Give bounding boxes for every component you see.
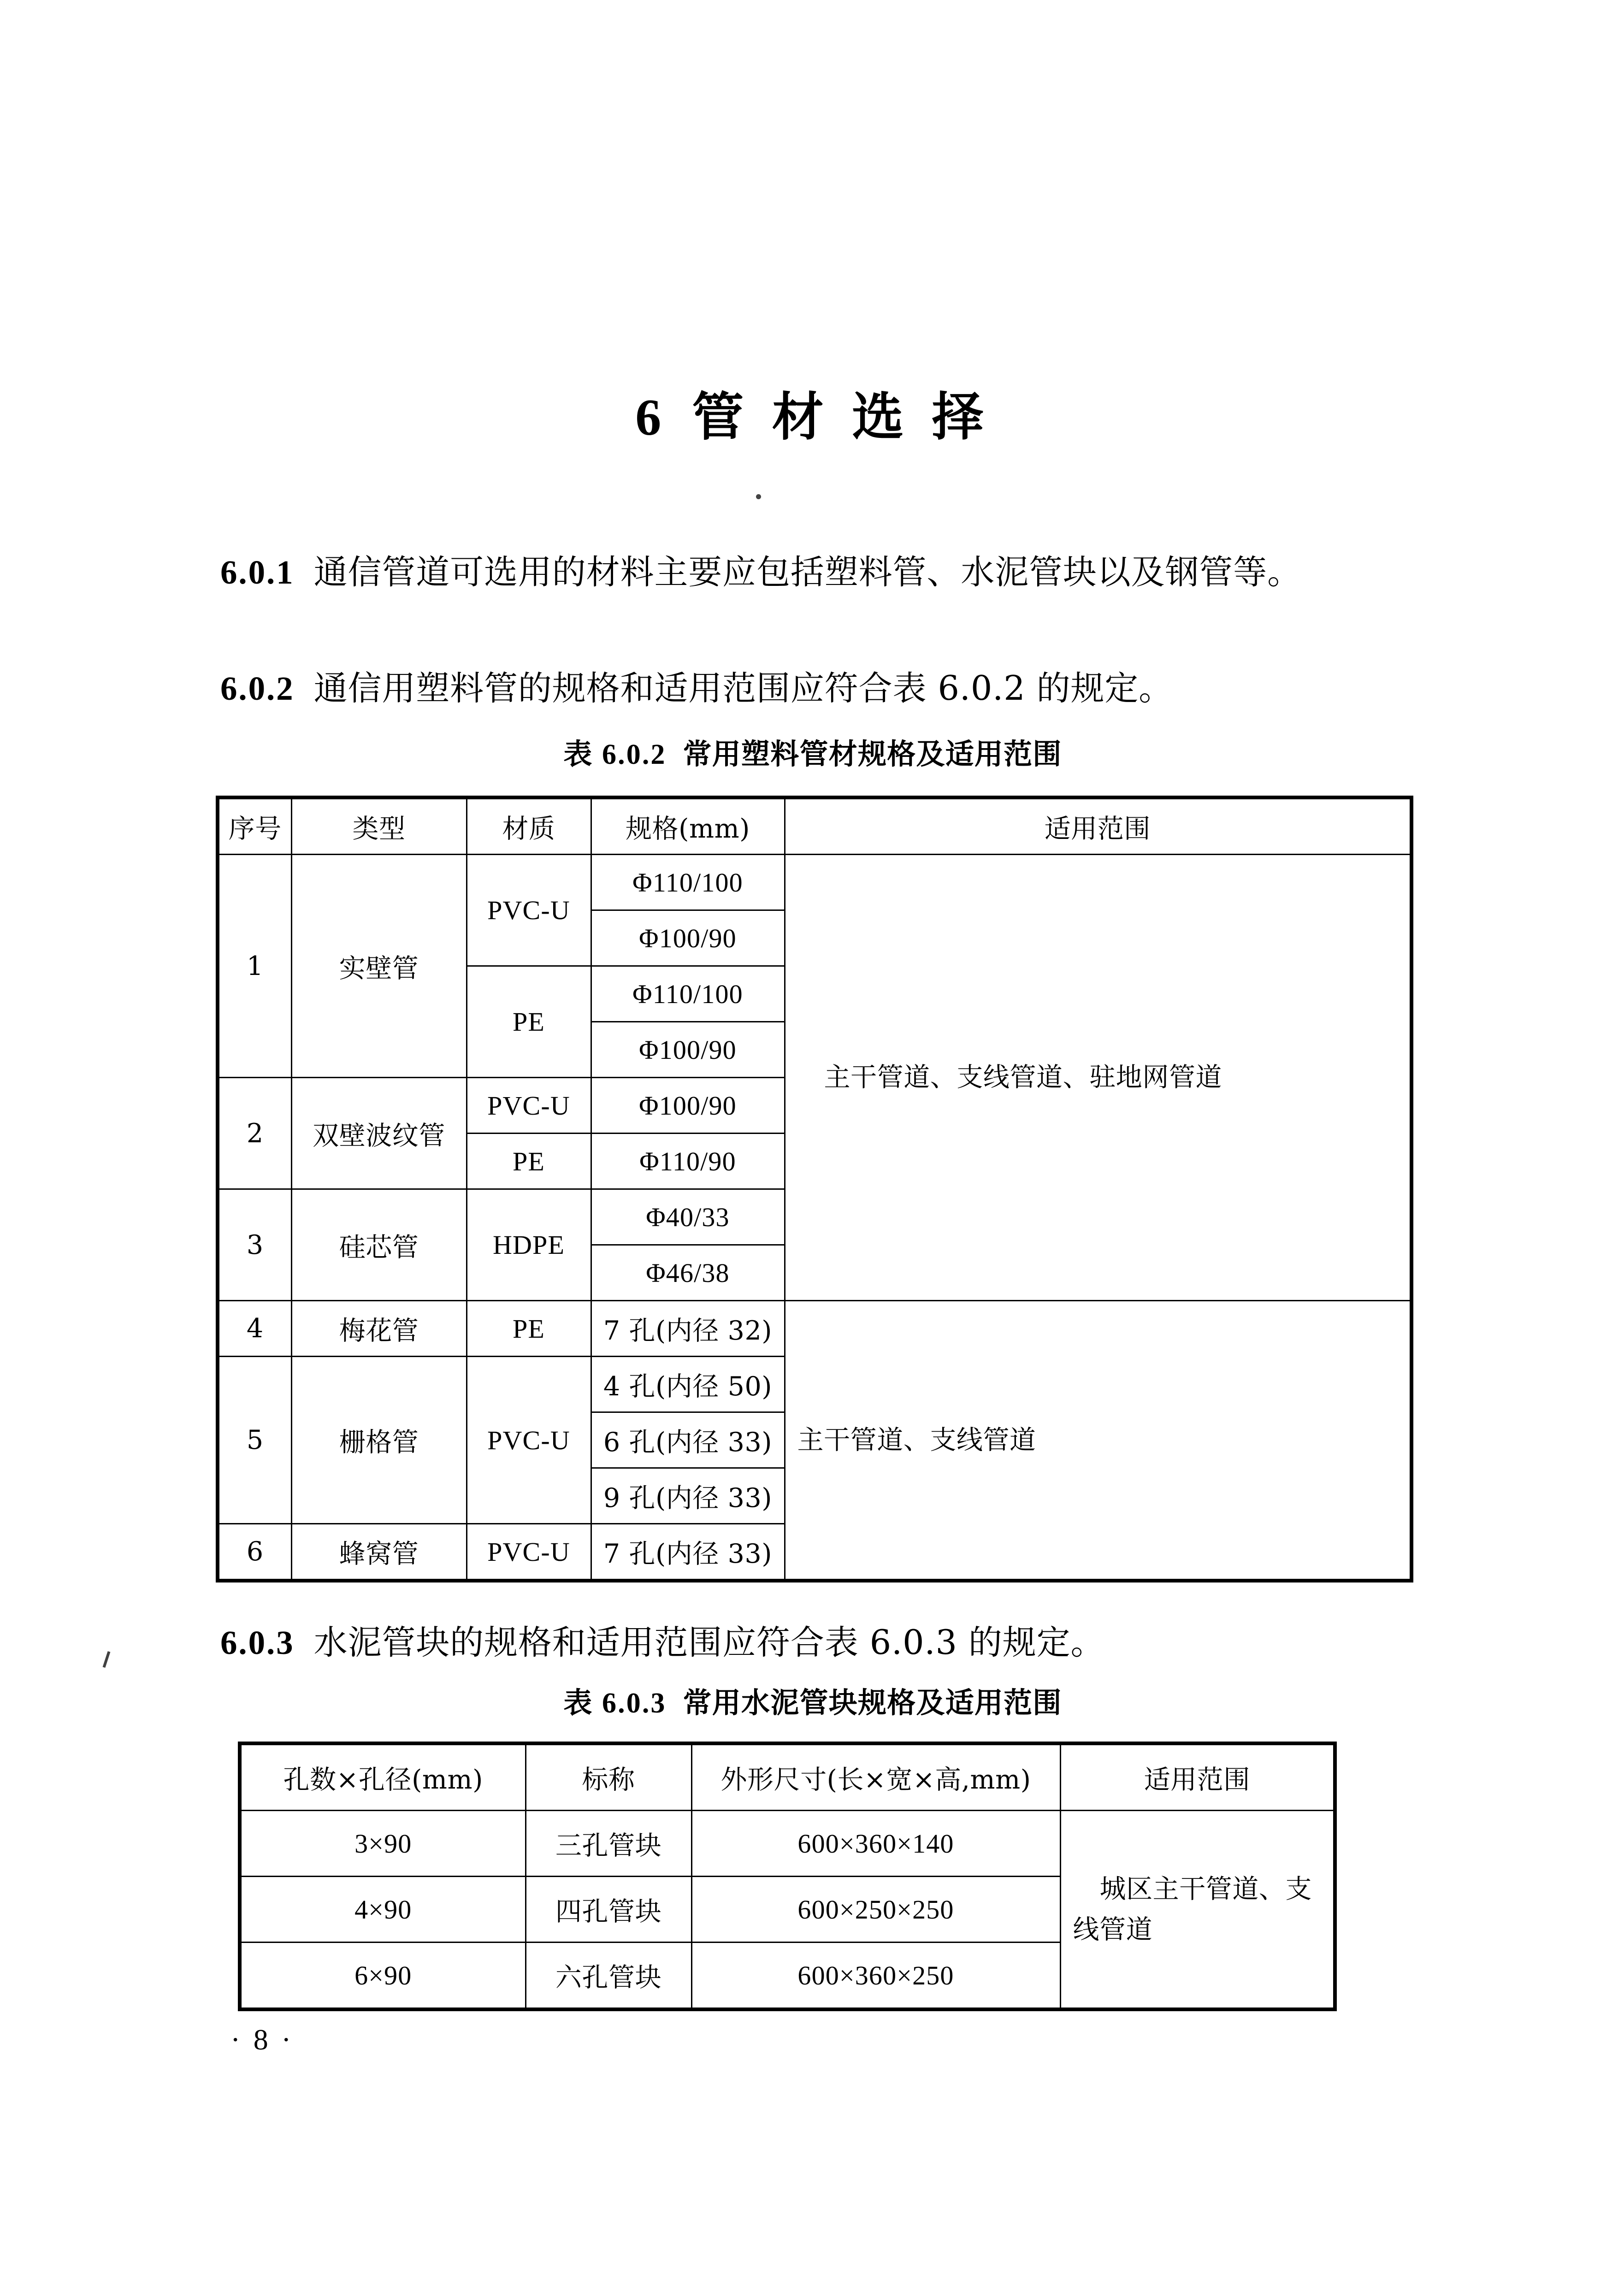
cell-dims-600x360x140: 600×360×140 — [691, 1811, 1060, 1877]
cell-spec-40-33: Φ40/33 — [591, 1189, 785, 1245]
cell-material-pvcu-3: PVC-U — [467, 1357, 591, 1524]
cell-type-2: 双壁波纹管 — [291, 1078, 467, 1189]
cell-material-pvcu-2: PVC-U — [467, 1078, 591, 1134]
table-6-0-2-caption-text: 常用塑料管材规格及适用范围 — [683, 737, 1062, 771]
cell-material-hdpe: HDPE — [467, 1189, 591, 1301]
header-dimensions: 外形尺寸(长×宽×高,mm) — [691, 1743, 1060, 1811]
cell-serial-4: 4 — [218, 1301, 291, 1357]
cell-serial-5: 5 — [218, 1357, 291, 1524]
cell-spec-46-38: Φ46/38 — [591, 1245, 785, 1301]
cell-dims-600x360x250: 600×360×250 — [691, 1943, 1060, 2010]
header-holes: 孔数×孔径(mm) — [240, 1743, 526, 1811]
cell-material-pvcu-1: PVC-U — [467, 855, 591, 966]
cell-material-pe-2: PE — [467, 1134, 591, 1189]
cell-spec-110-100-a: Φ110/100 — [591, 855, 785, 910]
table-6-0-3-container — [238, 1742, 1337, 2011]
clause-6-0-2 — [220, 665, 1405, 713]
scan-artifact-dot — [756, 494, 761, 499]
table-row — [218, 1301, 1411, 1357]
cell-holes-6x90: 6×90 — [240, 1943, 526, 2010]
header-material: 材质 — [467, 797, 591, 855]
header-scope: 适用范围 — [785, 797, 1411, 855]
table-row — [218, 855, 1411, 910]
table-6-0-3-caption-text: 常用水泥管块规格及适用范围 — [683, 1686, 1062, 1719]
clause-6-0-2-text: 通信用塑料管的规格和适用范围应符合表 6.0.2 的规定。 — [313, 669, 1173, 708]
cell-spec-100-90-a: Φ100/90 — [591, 910, 785, 966]
table-6-0-2 — [216, 796, 1413, 1582]
table-header-row — [218, 797, 1411, 855]
cell-material-pvcu-4: PVC-U — [467, 1524, 591, 1581]
page-title — [0, 376, 1624, 450]
cell-scope-upper: 主干管道、支线管道、驻地网管道 — [785, 855, 1411, 1301]
cell-spec-7kong-32: 7 孔(内径 32) — [591, 1301, 785, 1357]
table-6-0-2-caption-number: 表 6.0.2 — [563, 739, 667, 770]
cell-name-three-hole: 三孔管块 — [526, 1811, 691, 1877]
cell-serial-6: 6 — [218, 1524, 291, 1581]
cell-dims-600x250x250: 600×250×250 — [691, 1877, 1060, 1943]
clause-6-0-1-number: 6.0.1 — [220, 554, 295, 591]
cell-spec-4kong-50: 4 孔(内径 50) — [591, 1357, 785, 1412]
table-6-0-2-container — [216, 796, 1413, 1582]
scan-artifact-mark — [103, 1651, 111, 1668]
cell-type-1: 实壁管 — [291, 855, 467, 1078]
header-serial: 序号 — [218, 797, 291, 855]
chapter-title-text: 管 材 选 择 — [692, 387, 989, 448]
clause-6-0-2-number: 6.0.2 — [220, 670, 295, 707]
cell-serial-2: 2 — [218, 1078, 291, 1189]
cell-serial-3: 3 — [218, 1189, 291, 1301]
cell-spec-9kong-33: 9 孔(内径 33) — [591, 1468, 785, 1524]
cell-type-6: 蜂窝管 — [291, 1524, 467, 1581]
chapter-number: 6 — [635, 389, 667, 447]
cell-spec-110-100-b: Φ110/100 — [591, 966, 785, 1022]
cell-serial-1: 1 — [218, 855, 291, 1078]
table-row — [240, 1811, 1335, 1877]
table-header-row — [240, 1743, 1335, 1811]
table-6-0-3-caption-number: 表 6.0.3 — [563, 1688, 667, 1719]
cell-type-4: 梅花管 — [291, 1301, 467, 1357]
clause-6-0-1-text: 通信管道可选用的材料主要应包括塑料管、水泥管块以及钢管等。 — [313, 553, 1302, 592]
clause-6-0-3 — [220, 1619, 1405, 1667]
table-6-0-3 — [238, 1742, 1337, 2011]
cell-name-six-hole: 六孔管块 — [526, 1943, 691, 2010]
header-nominal: 标称 — [526, 1743, 691, 1811]
clause-6-0-3-text: 水泥管块的规格和适用范围应符合表 6.0.3 的规定。 — [313, 1623, 1105, 1662]
cell-material-pe-1: PE — [467, 966, 591, 1078]
cell-spec-100-90-c: Φ100/90 — [591, 1078, 785, 1134]
cell-spec-100-90-b: Φ100/90 — [591, 1022, 785, 1078]
cell-holes-3x90: 3×90 — [240, 1811, 526, 1877]
cell-spec-7kong-33: 7 孔(内径 33) — [591, 1524, 785, 1581]
cell-spec-6kong-33: 6 孔(内径 33) — [591, 1412, 785, 1468]
header-type: 类型 — [291, 797, 467, 855]
footer-dot-left: · — [230, 2023, 243, 2056]
cell-spec-110-90: Φ110/90 — [591, 1134, 785, 1189]
footer-dot-right: · — [281, 2023, 294, 2056]
cell-type-5: 栅格管 — [291, 1357, 467, 1524]
cell-material-pe-3: PE — [467, 1301, 591, 1357]
header-scope: 适用范围 — [1060, 1743, 1335, 1811]
cell-scope: 城区主干管道、支线管道 — [1060, 1811, 1335, 2010]
cell-type-3: 硅芯管 — [291, 1189, 467, 1301]
cell-holes-4x90: 4×90 — [240, 1877, 526, 1943]
footer-page-number: 8 — [253, 2023, 272, 2056]
page-footer — [220, 2023, 304, 2057]
table-6-0-2-caption — [220, 731, 1405, 772]
table-6-0-3-caption — [220, 1680, 1405, 1721]
clause-6-0-1 — [220, 549, 1405, 596]
header-spec: 规格(mm) — [591, 797, 785, 855]
clause-6-0-3-number: 6.0.3 — [220, 1624, 295, 1661]
cell-scope-lower: 主干管道、支线管道 — [785, 1301, 1411, 1581]
cell-name-four-hole: 四孔管块 — [526, 1877, 691, 1943]
